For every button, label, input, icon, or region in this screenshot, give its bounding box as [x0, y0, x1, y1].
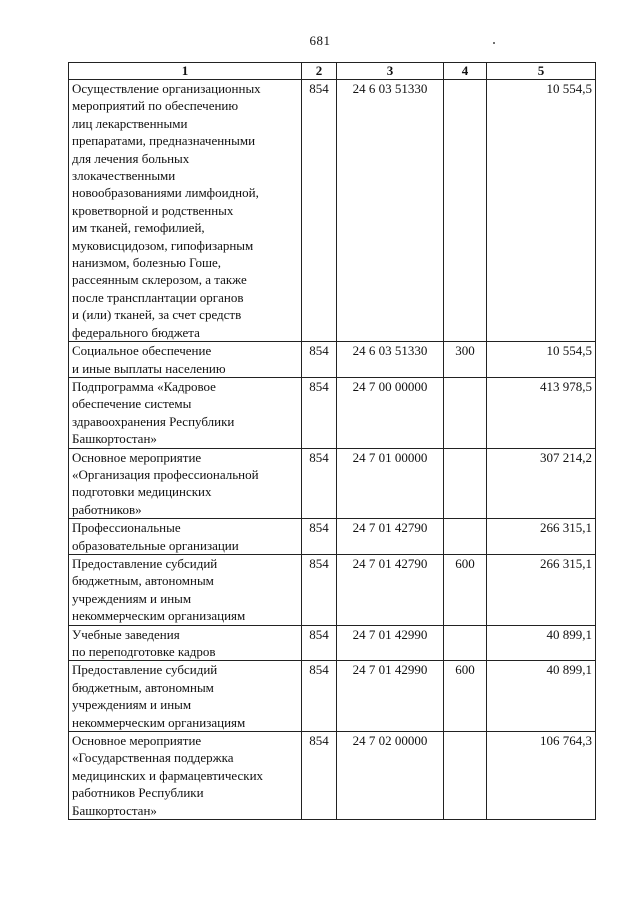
- item-name-line: обеспечение системы: [72, 396, 192, 412]
- item-name-line: и (или) тканей, за счет средств: [72, 307, 242, 323]
- ministry-code-cell: 854: [302, 377, 337, 448]
- item-name-line: учреждениям и иным: [72, 590, 192, 606]
- amount-cell: 413 978,5: [487, 377, 596, 448]
- item-name-line: злокачественными: [72, 168, 176, 184]
- scan-speck: [493, 42, 495, 44]
- item-name-line: новообразованиями лимфоидной,: [72, 185, 259, 201]
- item-name-line: некоммерческим организациям: [72, 714, 246, 730]
- table-header: [69, 63, 596, 80]
- item-name-line: медицинских и фармацевтических: [72, 767, 264, 783]
- table-row: [69, 519, 596, 555]
- header-row: [69, 63, 596, 80]
- target-article-cell: 24 6 03 51330: [337, 342, 444, 378]
- table-row: [69, 625, 596, 661]
- item-name-line: некоммерческим организациям: [72, 608, 246, 624]
- item-name-line: кроветворной и родственных: [72, 202, 234, 218]
- item-name-line: рассеянным склерозом, а также: [72, 272, 247, 288]
- target-article-cell: 24 7 02 00000: [337, 732, 444, 820]
- target-article-cell: 24 7 01 00000: [337, 448, 444, 519]
- item-name-line: препаратами, предназначенными: [72, 133, 256, 149]
- expense-type-cell: [444, 732, 487, 820]
- table-row: [69, 732, 596, 820]
- item-name-line: мероприятий по обеспечению: [72, 98, 239, 114]
- item-name-line: Подпрограмма «Кадровое: [72, 378, 216, 394]
- amount-cell: 266 315,1: [487, 554, 596, 625]
- item-name-line: федерального бюджета: [72, 324, 200, 340]
- expense-type-cell: [444, 377, 487, 448]
- item-name-line: Основное мероприятие: [72, 733, 202, 749]
- ministry-code-cell: 854: [302, 732, 337, 820]
- item-name-line: и иные выплаты населению: [72, 360, 226, 376]
- ministry-code-cell: 854: [302, 661, 337, 732]
- ministry-code-cell: 854: [302, 342, 337, 378]
- item-name-line: «Организация профессиональной: [72, 466, 259, 482]
- item-name-cell: [69, 519, 302, 555]
- item-name-line: Социальное обеспечение: [72, 343, 212, 359]
- ministry-code-cell: 854: [302, 448, 337, 519]
- item-name-line: подготовки медицинских: [72, 484, 212, 500]
- amount-cell: 106 764,3: [487, 732, 596, 820]
- item-name-line: работников»: [72, 501, 142, 517]
- target-article-cell: 24 7 01 42790: [337, 519, 444, 555]
- item-name-line: образовательные организации: [72, 537, 239, 553]
- table-row: [69, 554, 596, 625]
- target-article-cell: 24 7 00 00000: [337, 377, 444, 448]
- page-number: 681: [309, 33, 331, 48]
- item-name-line: Башкортостан»: [72, 802, 157, 818]
- expense-type-cell: 600: [444, 661, 487, 732]
- target-article-cell: 24 6 03 51330: [337, 80, 444, 342]
- ministry-code-cell: 854: [302, 625, 337, 661]
- header-col-3: 3: [337, 63, 444, 80]
- table-row: [69, 342, 596, 378]
- expense-type-cell: 300: [444, 342, 487, 378]
- item-name-line: учреждениям и иным: [72, 697, 192, 713]
- item-name-line: нанизмом, болезнью Гоше,: [72, 255, 222, 271]
- expense-type-cell: [444, 448, 487, 519]
- item-name-line: по переподготовке кадров: [72, 644, 216, 659]
- expense-type-cell: [444, 519, 487, 555]
- item-name-cell: [69, 554, 302, 625]
- item-name-line: бюджетным, автономным: [72, 679, 214, 695]
- item-name-line: Осуществление организационных: [72, 81, 261, 96]
- header-col-1: 1: [69, 63, 302, 80]
- header-col-2: 2: [302, 63, 337, 80]
- item-name-line: Предоставление субсидий: [72, 555, 218, 571]
- amount-cell: 40 899,1: [487, 661, 596, 732]
- item-name-cell: [69, 732, 302, 820]
- expense-type-cell: [444, 625, 487, 661]
- item-name-line: работников Республики: [72, 785, 204, 801]
- target-article-cell: 24 7 01 42990: [337, 625, 444, 661]
- header-col-5: 5: [487, 63, 596, 80]
- item-name-cell: [69, 625, 302, 661]
- item-name-line: Предоставление субсидий: [72, 662, 218, 678]
- expense-type-cell: [444, 80, 487, 342]
- header-col-4: 4: [444, 63, 487, 80]
- item-name-line: Учебные заведения: [72, 626, 180, 642]
- table-row: [69, 661, 596, 732]
- item-name-cell: [69, 342, 302, 378]
- amount-cell: 40 899,1: [487, 625, 596, 661]
- expense-type-cell: 600: [444, 554, 487, 625]
- item-name-line: муковисцидозом, гипофизарным: [72, 237, 254, 253]
- table-row: [69, 377, 596, 448]
- amount-cell: 10 554,5: [487, 80, 596, 342]
- item-name-line: Башкортостан»: [72, 431, 157, 447]
- item-name-line: им тканей, гемофилией,: [72, 220, 205, 236]
- item-name-cell: [69, 80, 302, 342]
- item-name-line: здравоохранения Республики: [72, 413, 235, 429]
- item-name-cell: [69, 448, 302, 519]
- item-name-line: Профессиональные: [72, 520, 181, 536]
- ministry-code-cell: 854: [302, 80, 337, 342]
- table-row: [69, 80, 596, 342]
- item-name-line: после трансплантации органов: [72, 289, 244, 305]
- ministry-code-cell: 854: [302, 554, 337, 625]
- amount-cell: 10 554,5: [487, 342, 596, 378]
- budget-table: [68, 62, 596, 820]
- ministry-code-cell: 854: [302, 519, 337, 555]
- table-row: [69, 448, 596, 519]
- item-name-line: Основное мероприятие: [72, 449, 202, 465]
- item-name-line: «Государственная поддержка: [72, 750, 234, 766]
- amount-cell: 307 214,2: [487, 448, 596, 519]
- amount-cell: 266 315,1: [487, 519, 596, 555]
- table-body: [69, 80, 596, 820]
- item-name-cell: [69, 377, 302, 448]
- target-article-cell: 24 7 01 42990: [337, 661, 444, 732]
- target-article-cell: 24 7 01 42790: [337, 554, 444, 625]
- item-name-line: для лечения больных: [72, 150, 190, 166]
- item-name-line: бюджетным, автономным: [72, 573, 214, 589]
- item-name-line: лиц лекарственными: [72, 115, 188, 131]
- item-name-cell: [69, 661, 302, 732]
